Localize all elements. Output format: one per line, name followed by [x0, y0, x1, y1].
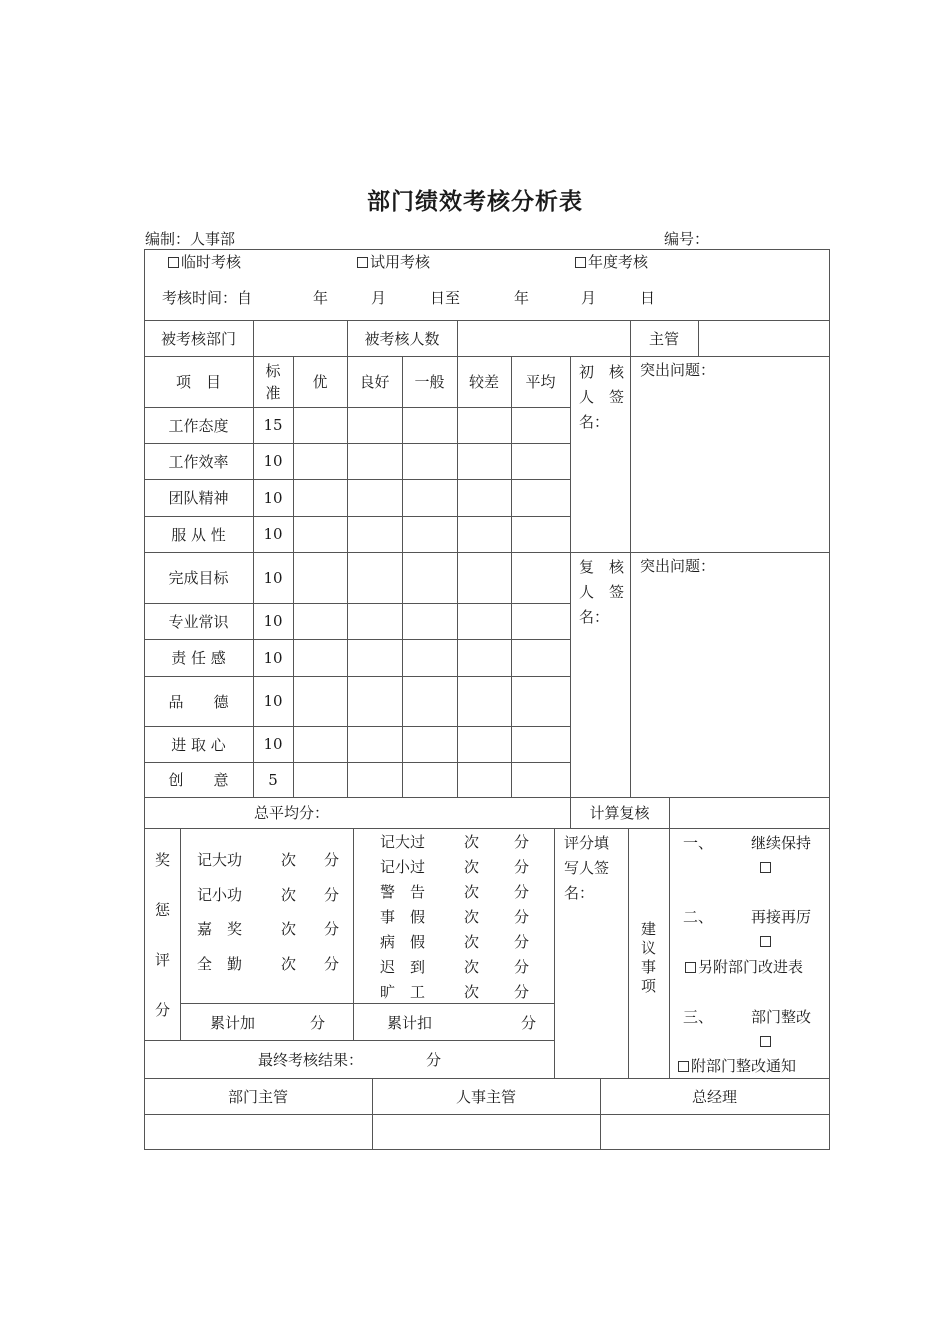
first-reviewer-signature[interactable]: 初 核 人 签 名：	[579, 363, 625, 431]
reward-score: 分	[324, 886, 340, 904]
checkbox-icon[interactable]	[357, 257, 368, 268]
supervisor-label: 主管	[648, 329, 679, 348]
item-name: 完成目标	[168, 569, 229, 587]
sig-general-manager: 总经理	[691, 1087, 737, 1106]
penalty-times: 次	[464, 858, 480, 876]
header-average: 一般	[414, 373, 445, 391]
sum-add-unit: 分	[310, 1014, 326, 1032]
exam-time-day2: 日	[640, 289, 656, 307]
header-good: 良好	[359, 373, 390, 391]
suggestion-2-text: 再接再厉	[751, 908, 812, 926]
suggestion-1-text: 继续保持	[751, 834, 812, 852]
exam-type-temporary[interactable]: 临时考核	[168, 255, 241, 270]
supervisor-value[interactable]	[698, 320, 829, 356]
item-standard: 10	[263, 735, 283, 753]
checkbox-icon[interactable]	[760, 936, 771, 947]
checkbox-icon[interactable]	[575, 257, 586, 268]
item-standard: 10	[263, 612, 283, 630]
penalty-score: 分	[514, 858, 530, 876]
item-standard: 10	[263, 452, 283, 470]
reward-name: 记小功	[197, 886, 243, 904]
penalty-times: 次	[464, 833, 480, 851]
penalty-name: 记大过	[380, 833, 426, 851]
reward-score: 分	[324, 920, 340, 938]
header-item: 项 目	[175, 373, 221, 391]
exam-type-probation[interactable]: 试用考核	[357, 255, 430, 270]
checkbox-icon[interactable]	[168, 257, 179, 268]
suggestion-1-number: 一、	[683, 834, 714, 852]
item-standard: 10	[263, 692, 283, 710]
dept-label: 被考核部门	[160, 329, 236, 348]
reward-score: 分	[324, 955, 340, 973]
count-label: 被考核人数	[364, 329, 440, 348]
suggestion-label: 建议事项	[641, 920, 657, 995]
suggestion-3-extra[interactable]: 附部门整改通知	[678, 1059, 796, 1074]
suggestion-2-extra[interactable]: 另附部门改进表	[685, 960, 803, 975]
sum-add-label: 累计加	[210, 1014, 256, 1032]
reward-times: 次	[281, 955, 297, 973]
total-average-label: 总平均分：	[254, 804, 330, 822]
penalty-name: 旷 工	[380, 983, 426, 1001]
sig-hr-manager: 人事主管	[455, 1087, 516, 1106]
exam-time-month2: 月	[581, 289, 597, 307]
reward-score: 分	[324, 851, 340, 869]
reward-times: 次	[281, 851, 297, 869]
penalty-score: 分	[514, 958, 530, 976]
final-result-label: 最终考核结果：	[258, 1051, 364, 1069]
checkbox-icon[interactable]	[678, 1061, 689, 1072]
penalty-name: 警 告	[380, 883, 426, 901]
item-standard: 5	[268, 770, 278, 789]
calc-review-label: 计算复核	[589, 804, 650, 822]
sig-hr-manager-field[interactable]	[372, 1114, 600, 1149]
reward-times: 次	[281, 920, 297, 938]
item-name: 创 意	[168, 771, 229, 789]
item-name: 团队精神	[168, 489, 229, 507]
sig-dept-manager-field[interactable]	[144, 1114, 372, 1149]
item-name: 工作效率	[168, 452, 229, 471]
penalty-times: 次	[464, 983, 480, 1001]
suggestion-2-number: 二、	[683, 908, 714, 926]
reward-name: 记大功	[197, 851, 243, 869]
item-name: 进 取 心	[171, 735, 226, 754]
checkbox-icon[interactable]	[685, 962, 696, 973]
penalty-times: 次	[464, 933, 480, 951]
issues-label-1: 突出问题：	[640, 361, 716, 379]
penalty-name: 记小过	[380, 858, 426, 876]
item-standard: 10	[263, 525, 283, 543]
item-name: 专业常识	[168, 612, 229, 631]
item-name: 责 任 感	[171, 649, 226, 667]
reward-name: 全 勤	[197, 955, 243, 973]
penalty-times: 次	[464, 958, 480, 976]
penalty-name: 迟 到	[380, 958, 426, 976]
dept-value[interactable]	[253, 320, 347, 356]
number-label: 编号：	[664, 230, 710, 248]
second-reviewer-signature[interactable]: 复 核 人 签 名：	[579, 558, 625, 626]
scorer-signature[interactable]: 评分填 写人签 名：	[564, 834, 610, 902]
checkbox-icon[interactable]	[760, 1036, 771, 1047]
penalty-times: 次	[464, 883, 480, 901]
penalty-times: 次	[464, 908, 480, 926]
reward-times: 次	[281, 886, 297, 904]
item-standard: 10	[263, 648, 283, 667]
exam-time-year2: 年	[514, 289, 530, 307]
item-name: 工作态度	[168, 416, 229, 435]
header-mean: 平均	[525, 373, 556, 391]
header-poor: 较差	[468, 373, 499, 391]
penalty-score: 分	[514, 883, 530, 901]
penalty-name: 病 假	[380, 933, 426, 951]
checkbox-icon[interactable]	[760, 862, 771, 873]
header-standard: 标 准	[265, 361, 281, 402]
item-standard: 10	[263, 568, 283, 587]
final-result-unit: 分	[426, 1051, 442, 1069]
penalty-score: 分	[514, 833, 530, 851]
item-name: 品 德	[168, 692, 229, 711]
issues-label-2: 突出问题：	[640, 557, 716, 575]
item-standard: 15	[263, 416, 283, 434]
item-standard: 10	[263, 488, 283, 507]
penalty-name: 事 假	[380, 908, 426, 926]
suggestion-3-number: 三、	[683, 1008, 714, 1026]
count-value[interactable]	[457, 320, 630, 356]
sig-general-manager-field[interactable]	[600, 1114, 829, 1149]
exam-type-annual[interactable]: 年度考核	[575, 255, 648, 270]
reward-name: 嘉 奖	[197, 920, 243, 938]
editor-label: 编制：人事部	[145, 230, 236, 248]
sum-sub-unit: 分	[521, 1014, 537, 1032]
penalty-score: 分	[514, 933, 530, 951]
sig-dept-manager: 部门主管	[227, 1087, 288, 1106]
header-excellent: 优	[312, 373, 328, 391]
suggestion-3-text: 部门整改	[751, 1008, 812, 1026]
exam-time-day-to: 日至	[430, 289, 461, 307]
page-title: 部门绩效考核分析表	[367, 188, 583, 215]
sum-sub-label: 累计扣	[387, 1014, 433, 1032]
exam-time-year1: 年	[313, 289, 329, 307]
penalty-score: 分	[514, 983, 530, 1001]
exam-time-month1: 月	[371, 289, 387, 307]
item-name: 服 从 性	[171, 525, 226, 544]
exam-time-label: 考核时间：自	[162, 289, 253, 307]
penalty-score: 分	[514, 908, 530, 926]
